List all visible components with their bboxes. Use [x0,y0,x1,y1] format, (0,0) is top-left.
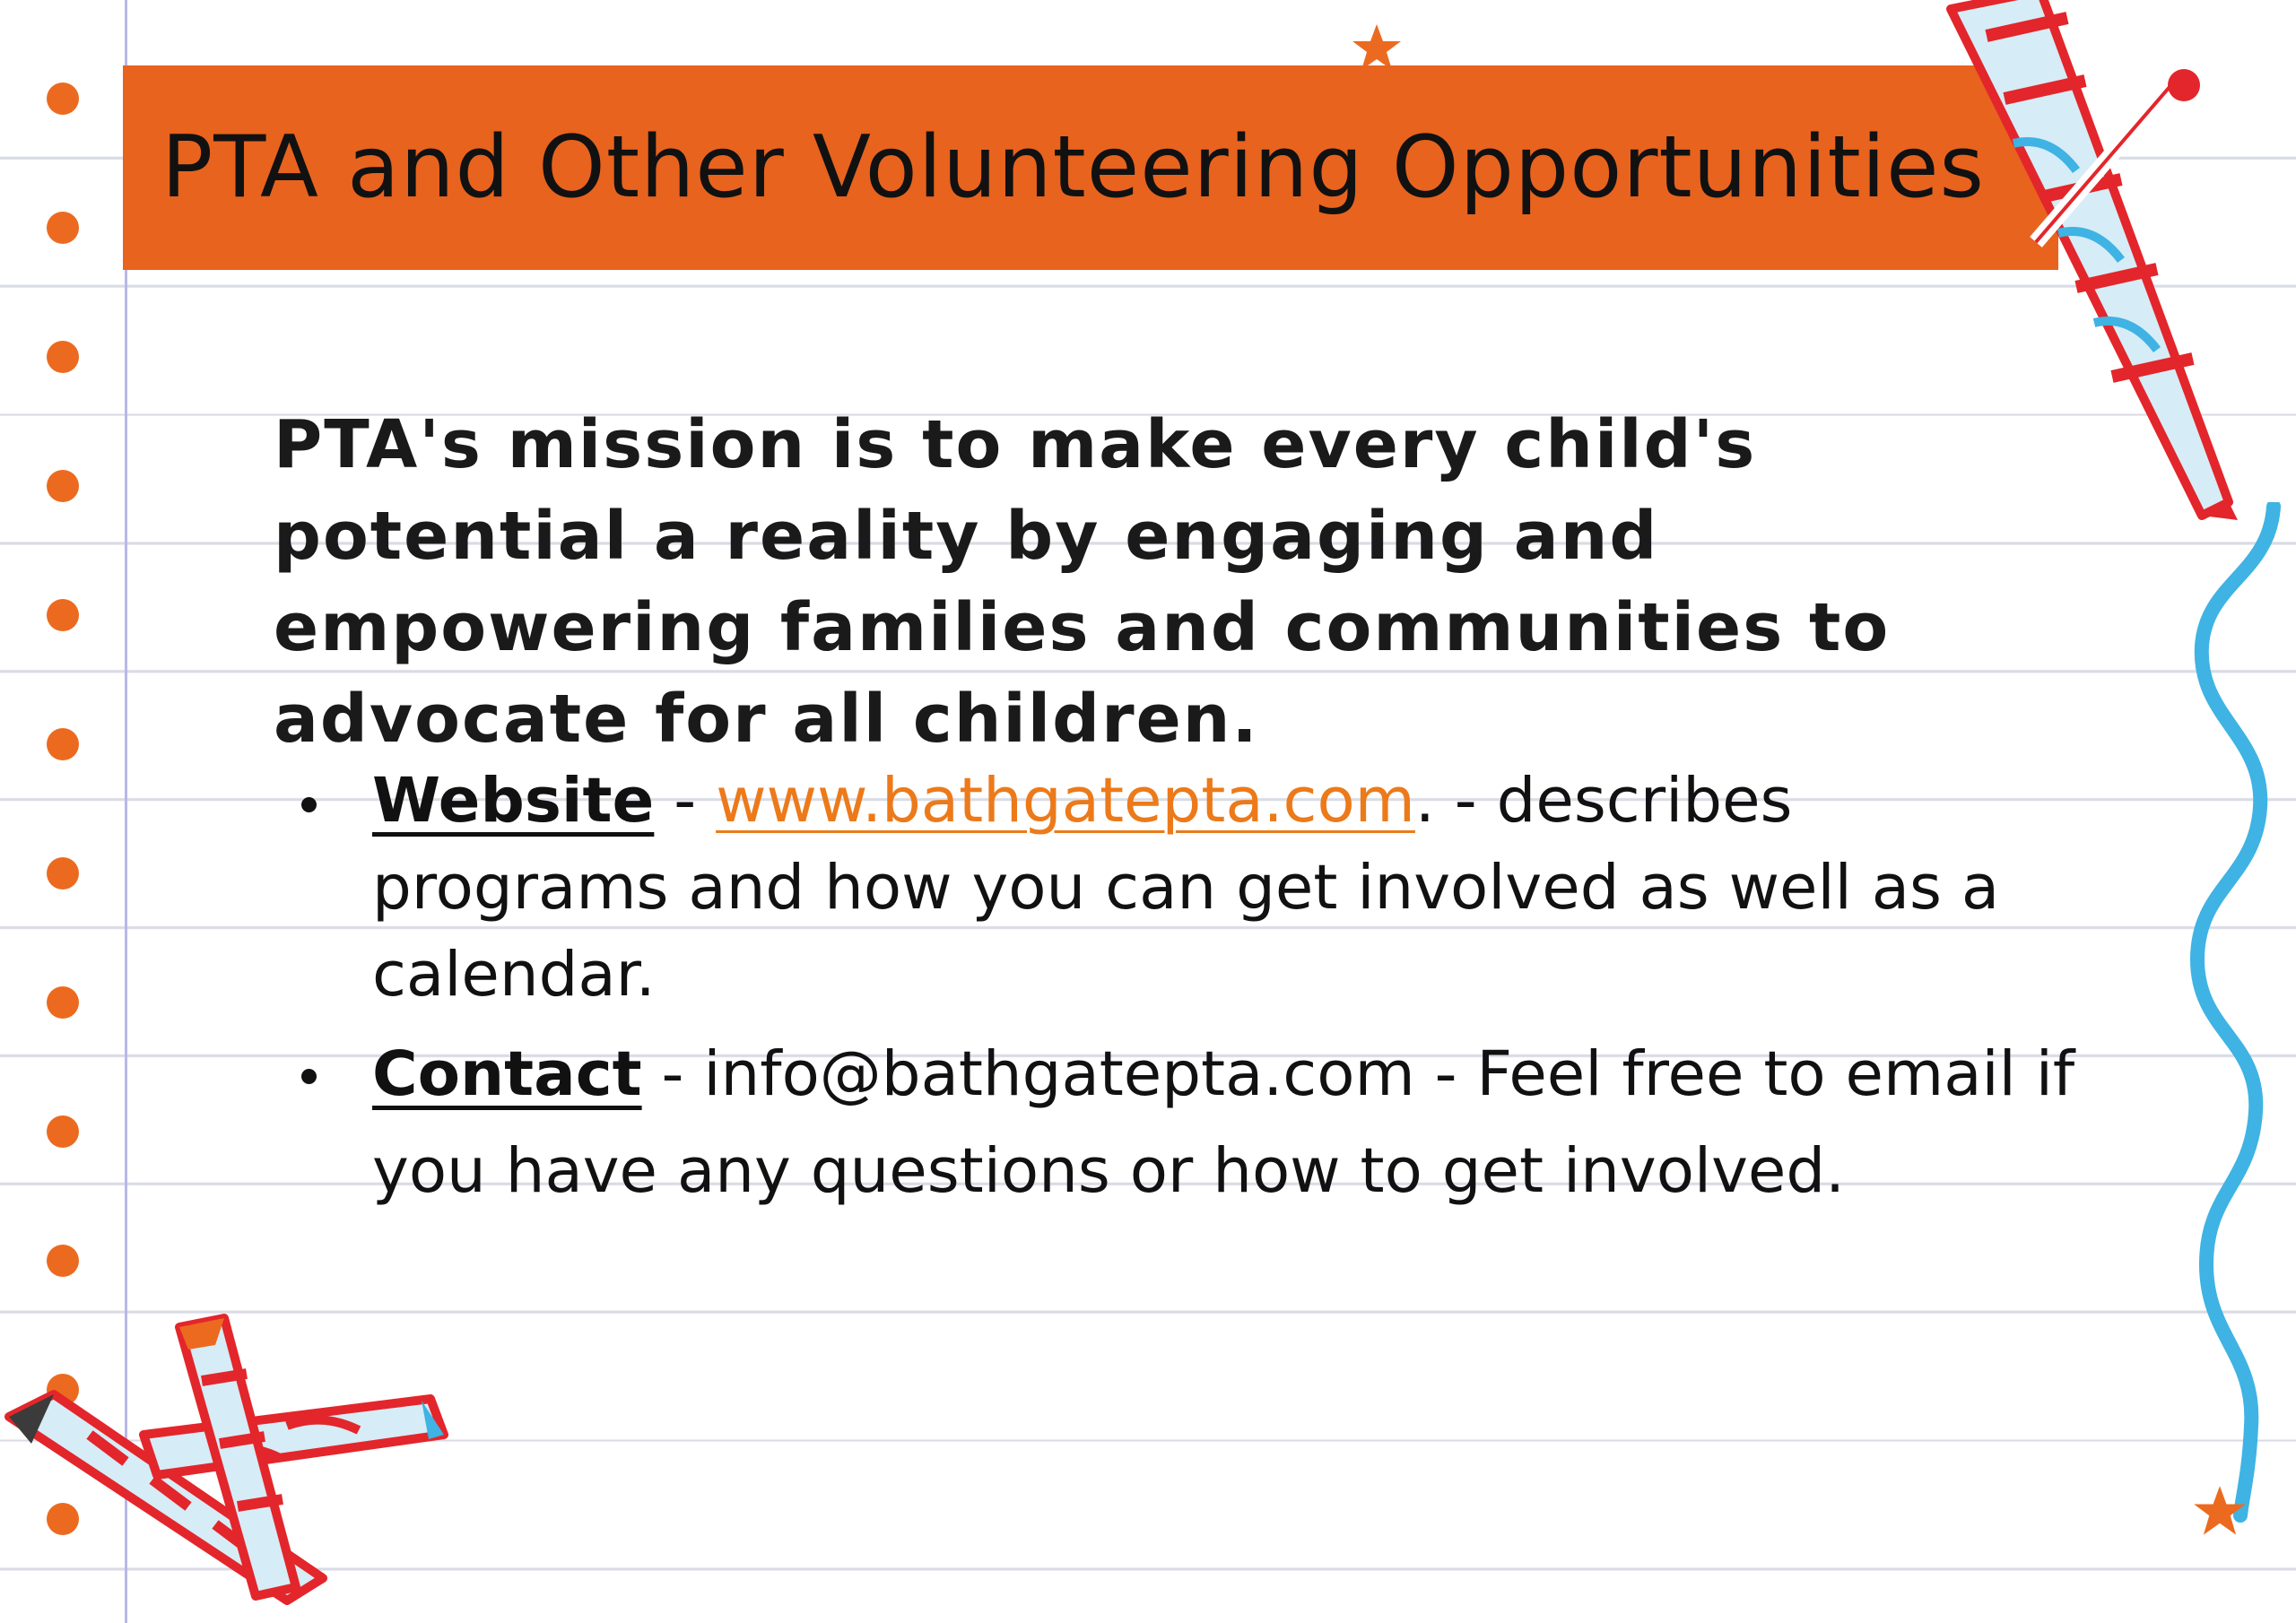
bullet-dot [301,797,317,812]
notebook-hole [47,82,79,115]
website-link[interactable]: www.bathgatepta.com [716,765,1415,837]
info-list [285,758,2079,1227]
crayon-bottom-left-icon [0,1309,457,1605]
mission-statement: PTA's mission is to make every child's potential a reality by engaging and empowering families and communities to advocate for all children. [274,406,1891,758]
bullet-dot [301,1069,317,1084]
list-item [285,758,2079,1019]
notebook-hole [47,1245,79,1277]
notebook-hole [47,212,79,244]
separator: - [654,765,717,837]
notebook-hole [47,1115,79,1148]
separator: - [641,1038,704,1110]
notebook-hole [47,728,79,760]
notebook-hole [47,341,79,373]
notebook-hole [47,986,79,1019]
star-icon [2191,1484,2248,1540]
notebook-hole [47,470,79,502]
website-description: . - describes programs and how you can get involved as well as a calendar. [372,765,2000,1011]
contact-label: Contact [372,1038,642,1110]
slide-title: PTA and Other Volunteering Opportunities [161,118,1986,217]
notebook-hole [47,857,79,890]
title-banner [123,65,2058,270]
contact-description: info@bathgatepta.com - Feel free to email if you have any questions or how to get involved. [372,1038,2075,1207]
squiggle-line [2170,502,2296,1542]
list-item [285,1026,2079,1219]
notebook-hole [47,599,79,631]
website-label: Website [372,765,655,837]
